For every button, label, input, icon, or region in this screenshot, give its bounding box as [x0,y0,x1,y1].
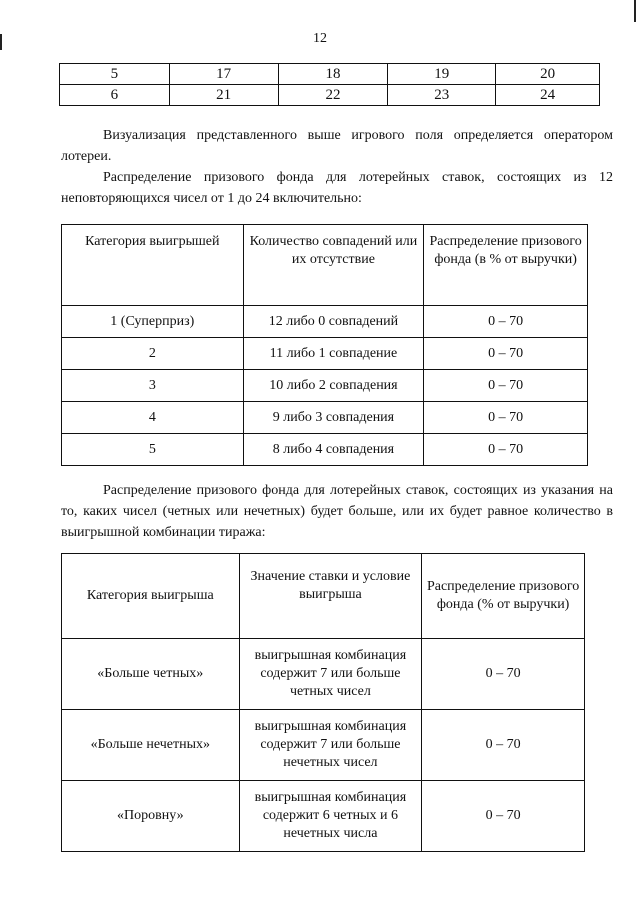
cell-category: 5 [62,434,244,466]
table-header-row [62,225,588,306]
paragraph-visualization: Визуализация представленного выше игрового поля определяется оператором лотереи. [61,128,613,164]
header-distribution: Распределение призового фонда (в % от выручки) [424,225,588,306]
cell-matches: 10 либо 2 совпадения [243,370,424,402]
table-cell: 23 [388,85,496,106]
table-row [62,402,588,434]
cell-condition: выигрышная комбинация содержит 7 или больше нечетных чисел [239,710,422,781]
header-category: Категория выигрышей [62,225,244,306]
table-row [60,85,600,106]
table-header-row [62,554,585,639]
table-row [62,639,585,710]
table-row [62,434,588,466]
cell-condition: выигрышная комбинация содержит 6 четных и 6 нечетных числа [239,781,422,852]
cell-category: 4 [62,402,244,434]
prize-table-parity [61,553,585,852]
cell-category: 1 (Суперприз) [62,306,244,338]
table-row [62,338,588,370]
cell-matches: 11 либо 1 совпадение [243,338,424,370]
table-row [62,306,588,338]
cell-category: «Больше четных» [62,639,240,710]
page-number: 12 [313,31,327,46]
table-row [62,710,585,781]
header-distribution: Распределение призового фонда (% от выручки) [422,554,585,639]
table-cell: 5 [60,64,170,85]
header-category: Категория выигрыша [62,554,240,639]
cell-distribution: 0 – 70 [422,639,585,710]
cell-category: 3 [62,370,244,402]
header-matches: Количество совпадений или их отсутствие [243,225,424,306]
table-row [60,64,600,85]
table-cell: 20 [496,64,600,85]
scan-edge-mark-top [634,0,636,22]
cell-distribution: 0 – 70 [422,710,585,781]
table-cell: 17 [169,64,278,85]
table-cell: 19 [388,64,496,85]
table-cell: 21 [169,85,278,106]
cell-distribution: 0 – 70 [422,781,585,852]
prize-table-12-numbers [61,224,588,466]
table-cell: 22 [278,85,388,106]
cell-condition: выигрышная комбинация содержит 7 или больше четных чисел [239,639,422,710]
table-cell: 6 [60,85,170,106]
table-cell: 18 [278,64,388,85]
paragraph-distribution-12: Распределение призового фонда для лотерейных ставок, состоящих из 12 неповторяющихся чисел от 1 до 24 включительно: [61,170,613,206]
cell-distribution: 0 – 70 [424,402,588,434]
table-cell: 24 [496,85,600,106]
cell-distribution: 0 – 70 [424,370,588,402]
paragraph-distribution-parity: Распределение призового фонда для лотерейных ставок, состоящих из указания на то, каких чисел (четных или нечетных) будет больше, или их будет равное количество в выигрышной комбинации тиража: [61,483,613,540]
game-field-table [59,63,600,106]
cell-matches: 8 либо 4 совпадения [243,434,424,466]
cell-category: «Поровну» [62,781,240,852]
cell-distribution: 0 – 70 [424,434,588,466]
header-condition: Значение ставки и условие выигрыша [239,554,422,639]
cell-distribution: 0 – 70 [424,338,588,370]
cell-category: 2 [62,338,244,370]
cell-matches: 9 либо 3 совпадения [243,402,424,434]
cell-category: «Больше нечетных» [62,710,240,781]
cell-distribution: 0 – 70 [424,306,588,338]
cell-matches: 12 либо 0 совпадений [243,306,424,338]
table-row [62,370,588,402]
table-row [62,781,585,852]
